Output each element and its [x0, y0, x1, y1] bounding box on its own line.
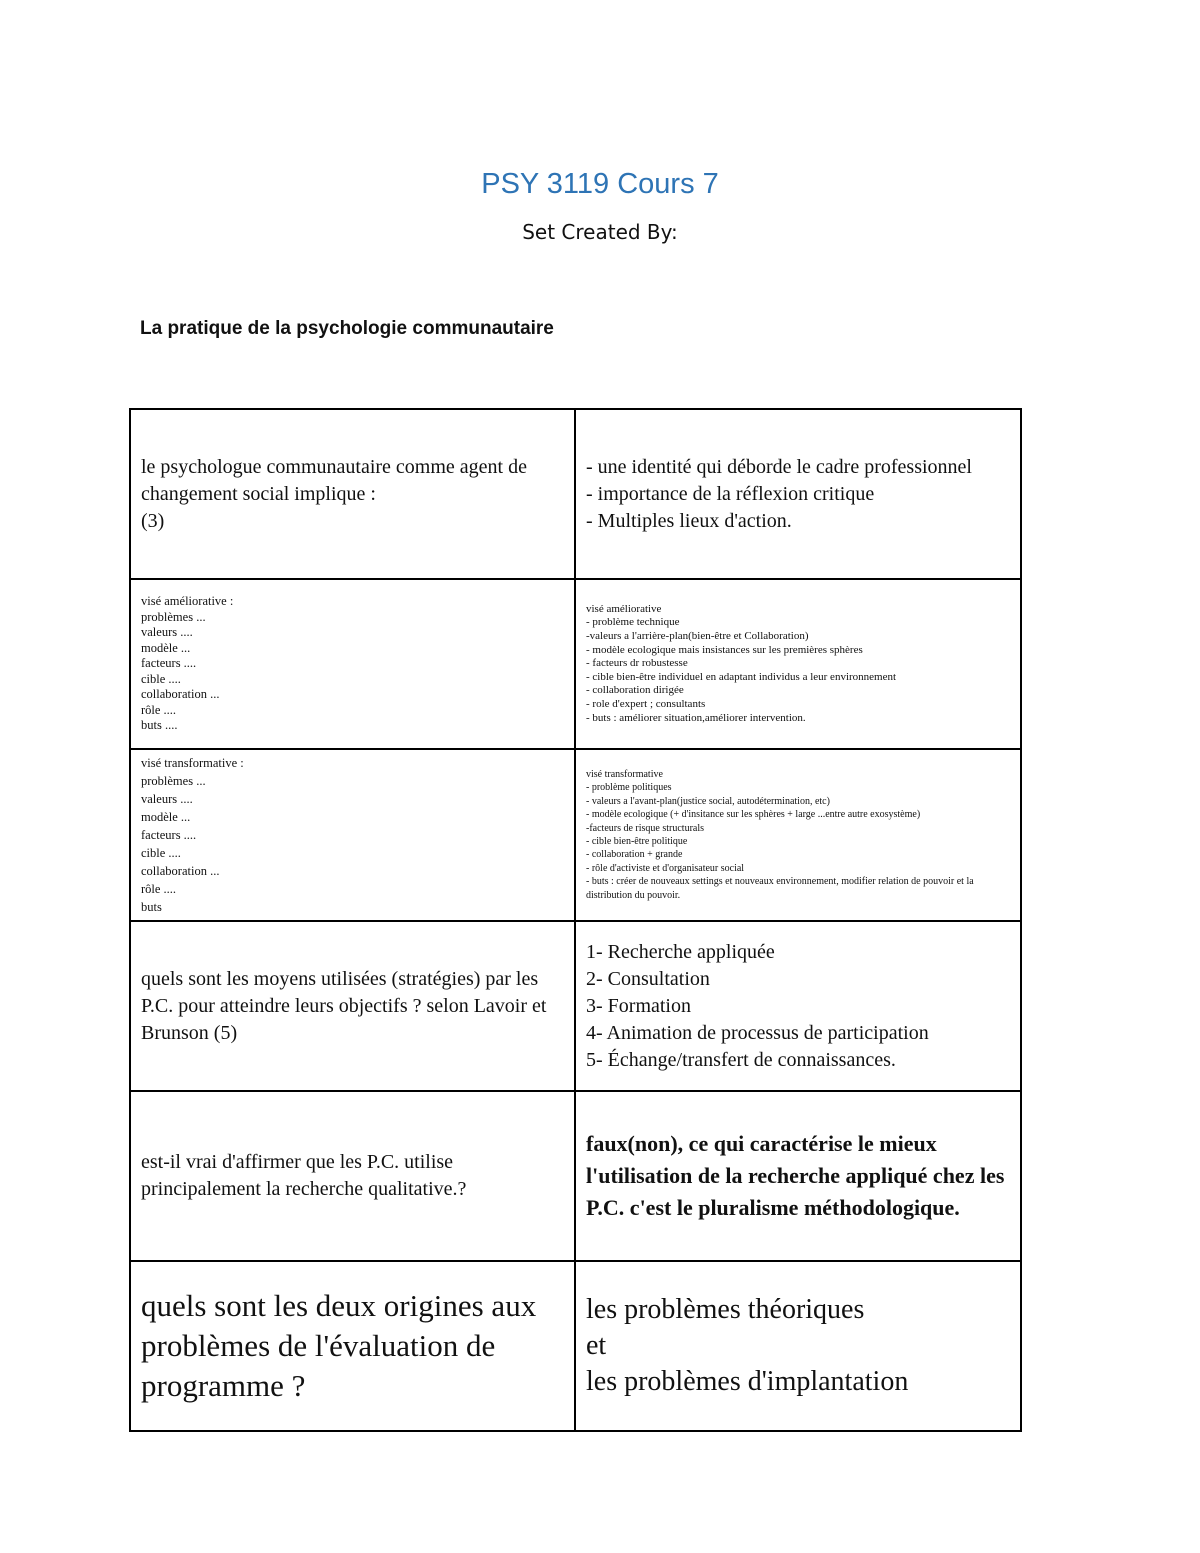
- card-term: visé améliorative : problèmes ... valeurs .... modèle ... facteurs .... cible .... collaboration ... rôle .... buts ....: [130, 579, 575, 749]
- flashcard-table: [129, 408, 1022, 1432]
- set-creator-label: Set Created By:: [522, 220, 678, 244]
- card-definition: les problèmes théoriques et les problèmes d'implantation: [575, 1261, 1021, 1431]
- card-definition: 1- Recherche appliquée 2- Consultation 3- Formation 4- Animation de processus de participation 5- Échange/transfert de connaissances.: [575, 921, 1021, 1091]
- flashcard-row: [130, 921, 1021, 1091]
- card-term: visé transformative : problèmes ... valeurs .... modèle ... facteurs .... cible .... collaboration ... rôle .... buts: [130, 749, 575, 921]
- card-definition: - une identité qui déborde le cadre professionnel - importance de la réflexion critique - Multiples lieux d'action.: [575, 409, 1021, 579]
- flashcard-row: [130, 579, 1021, 749]
- flashcard-row: [130, 749, 1021, 921]
- card-definition: visé transformative - problème politiques - valeurs a l'avant-plan(justice social, autodétermination, etc) - modèle ecologique (+ d'insitance sur les sphères + large ...entre autre exosystème) -facteurs de risque structurals - cible bien-être politique - collaboration + grande - rôle d'activiste et d'organisateur social - buts : créer de nouveaux settings et nouveaux environnement, modifier relation de pouvoir et la distribution du pouvoir.: [575, 749, 1021, 921]
- section-heading: La pratique de la psychologie communautaire: [140, 318, 554, 339]
- flashcard-row: [130, 1261, 1021, 1431]
- card-term: est-il vrai d'affirmer que les P.C. utilise principalement la recherche qualitative.?: [130, 1091, 575, 1261]
- card-definition: faux(non), ce qui caractérise le mieux l'utilisation de la recherche appliqué chez les P.C. c'est le pluralisme méthodologique.: [575, 1091, 1021, 1261]
- card-term: quels sont les moyens utilisées (stratégies) par les P.C. pour atteindre leurs objectifs ? selon Lavoir et Brunson (5): [130, 921, 575, 1091]
- flashcard-row: [130, 1091, 1021, 1261]
- card-definition: visé améliorative - problème technique -valeurs a l'arrière-plan(bien-être et Collaboration) - modèle ecologique mais insistances sur les premières sphères - facteurs dr robustesse - cible bien-être individuel en adaptant individus a leur environnement - collaboration dirigée - role d'expert ; consultants - buts : améliorer situation,améliorer intervention.: [575, 579, 1021, 749]
- card-term: quels sont les deux origines aux problèmes de l'évaluation de programme ?: [130, 1261, 575, 1431]
- flashcard-row: [130, 409, 1021, 579]
- document-title: PSY 3119 Cours 7: [481, 168, 719, 200]
- card-term: le psychologue communautaire comme agent de changement social implique : (3): [130, 409, 575, 579]
